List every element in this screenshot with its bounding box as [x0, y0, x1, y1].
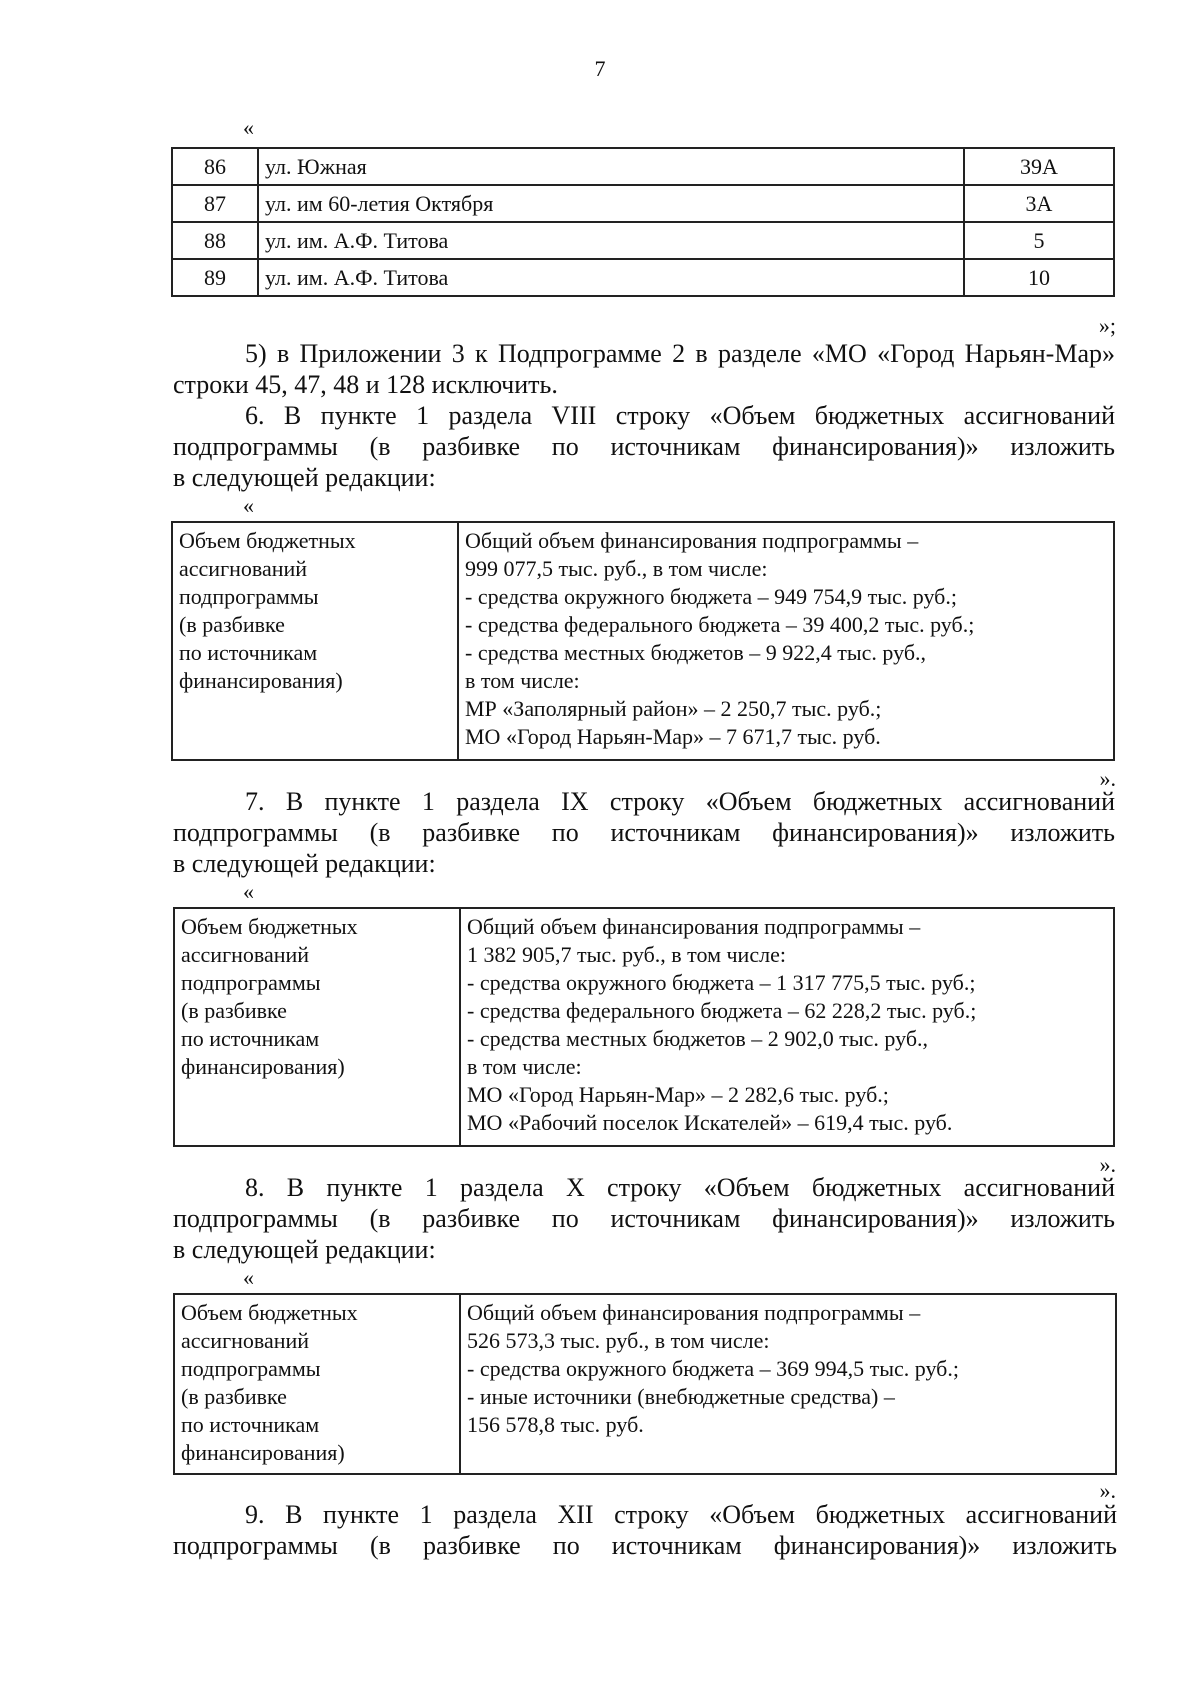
item-9-line-2: подпрограммы (в разбивке по источникам финансирования)» изложить	[173, 1531, 1117, 1560]
item-6-line-2: подпрограммы (в разбивке по источникам финансирования)» изложить	[173, 432, 1115, 461]
paragraph-item-8	[173, 1172, 1115, 1265]
row-number: 87	[172, 185, 258, 222]
row-number: 89	[172, 259, 258, 296]
house-number: 3А	[964, 185, 1114, 222]
paragraph-item-5	[173, 338, 1115, 400]
row-number: 88	[172, 222, 258, 259]
budget-label-cell: Объем бюджетных ассигнований подпрограммы (в разбивке по источникам финансирования)	[174, 1294, 460, 1474]
table-row	[172, 259, 1114, 296]
item-6-line-3: в следующей редакции:	[173, 463, 436, 492]
closing-quote: ».	[1099, 1152, 1116, 1177]
street-name: ул. им 60-летия Октября	[258, 185, 964, 222]
budget-value-cell: Общий объем финансирования подпрограммы – 999 077,5 тыс. руб., в том числе: - средства окружного бюджета – 949 754,9 тыс. руб.; - средства федерального бюджета – 39 400,2 тыс. руб.; - средства местных бюджетов – 9 922,4 тыс. руб., в том числе: МР «Заполярный район» – 2 250,7 тыс. руб.; МО «Город Нарьян-Мар» – 7 671,7 тыс. руб.	[458, 522, 1114, 760]
closing-quote: »;	[1098, 313, 1116, 338]
item-5-line-1: 5) в Приложении 3 к Подпрограмме 2 в разделе «МО «Город Нарьян-Мар»	[245, 339, 1115, 368]
table-row	[172, 185, 1114, 222]
item-7-line-1: 7. В пункте 1 раздела IX строку «Объем бюджетных ассигнований	[245, 787, 1115, 816]
closing-quote: ».	[1099, 766, 1116, 791]
item-7-line-3: в следующей редакции:	[173, 849, 436, 878]
paragraph-item-6	[173, 400, 1115, 493]
table-row	[172, 148, 1114, 185]
item-6-line-1: 6. В пункте 1 раздела VIII строку «Объем бюджетных ассигнований	[245, 401, 1115, 430]
house-number: 39А	[964, 148, 1114, 185]
budget-label-cell: Объем бюджетных ассигнований подпрограммы (в разбивке по источникам финансирования)	[172, 522, 458, 760]
item-9-line-1: 9. В пункте 1 раздела XII строку «Объем бюджетных ассигнований	[245, 1500, 1117, 1529]
paragraph-item-9	[173, 1499, 1117, 1561]
opening-quote: «	[243, 493, 254, 518]
item-8-line-2: подпрограммы (в разбивке по источникам финансирования)» изложить	[173, 1204, 1115, 1233]
opening-quote: «	[243, 1265, 254, 1290]
item-5-line-2: строки 45, 47, 48 и 128 исключить.	[173, 370, 558, 399]
street-name: ул. им. А.Ф. Титова	[258, 222, 964, 259]
item-8-line-3: в следующей редакции:	[173, 1235, 436, 1264]
row-number: 86	[172, 148, 258, 185]
item-7-line-2: подпрограммы (в разбивке по источникам финансирования)» изложить	[173, 818, 1115, 847]
budget-value-cell: Общий объем финансирования подпрограммы – 526 573,3 тыс. руб., в том числе: - средства окружного бюджета – 369 994,5 тыс. руб.; - иные источники (внебюджетные средства) – 156 578,8 тыс. руб.	[460, 1294, 1116, 1474]
item-8-line-1: 8. В пункте 1 раздела X строку «Объем бюджетных ассигнований	[245, 1173, 1115, 1202]
table-row	[172, 222, 1114, 259]
budget-table-section-10	[173, 1293, 1117, 1475]
page-number: 7	[594, 56, 606, 81]
street-name: ул. Южная	[258, 148, 964, 185]
budget-table-section-8	[171, 521, 1115, 761]
house-number: 5	[964, 222, 1114, 259]
budget-label-cell: Объем бюджетных ассигнований подпрограммы (в разбивке по источникам финансирования)	[174, 908, 460, 1146]
budget-value-cell: Общий объем финансирования подпрограммы – 1 382 905,7 тыс. руб., в том числе: - средства окружного бюджета – 1 317 775,5 тыс. руб.; - средства федерального бюджета – 62 228,2 тыс. руб.; - средства местных бюджетов – 2 902,0 тыс. руб., в том числе: МО «Город Нарьян-Мар» – 2 282,6 тыс. руб.; МО «Рабочий поселок Искателей» – 619,4 тыс. руб.	[460, 908, 1114, 1146]
closing-quote: ».	[1099, 1478, 1116, 1503]
paragraph-item-7	[173, 786, 1115, 879]
opening-quote: «	[243, 115, 254, 140]
house-number: 10	[964, 259, 1114, 296]
opening-quote: «	[243, 879, 254, 904]
address-table	[171, 147, 1115, 297]
street-name: ул. им. А.Ф. Титова	[258, 259, 964, 296]
budget-table-section-9	[173, 907, 1115, 1147]
